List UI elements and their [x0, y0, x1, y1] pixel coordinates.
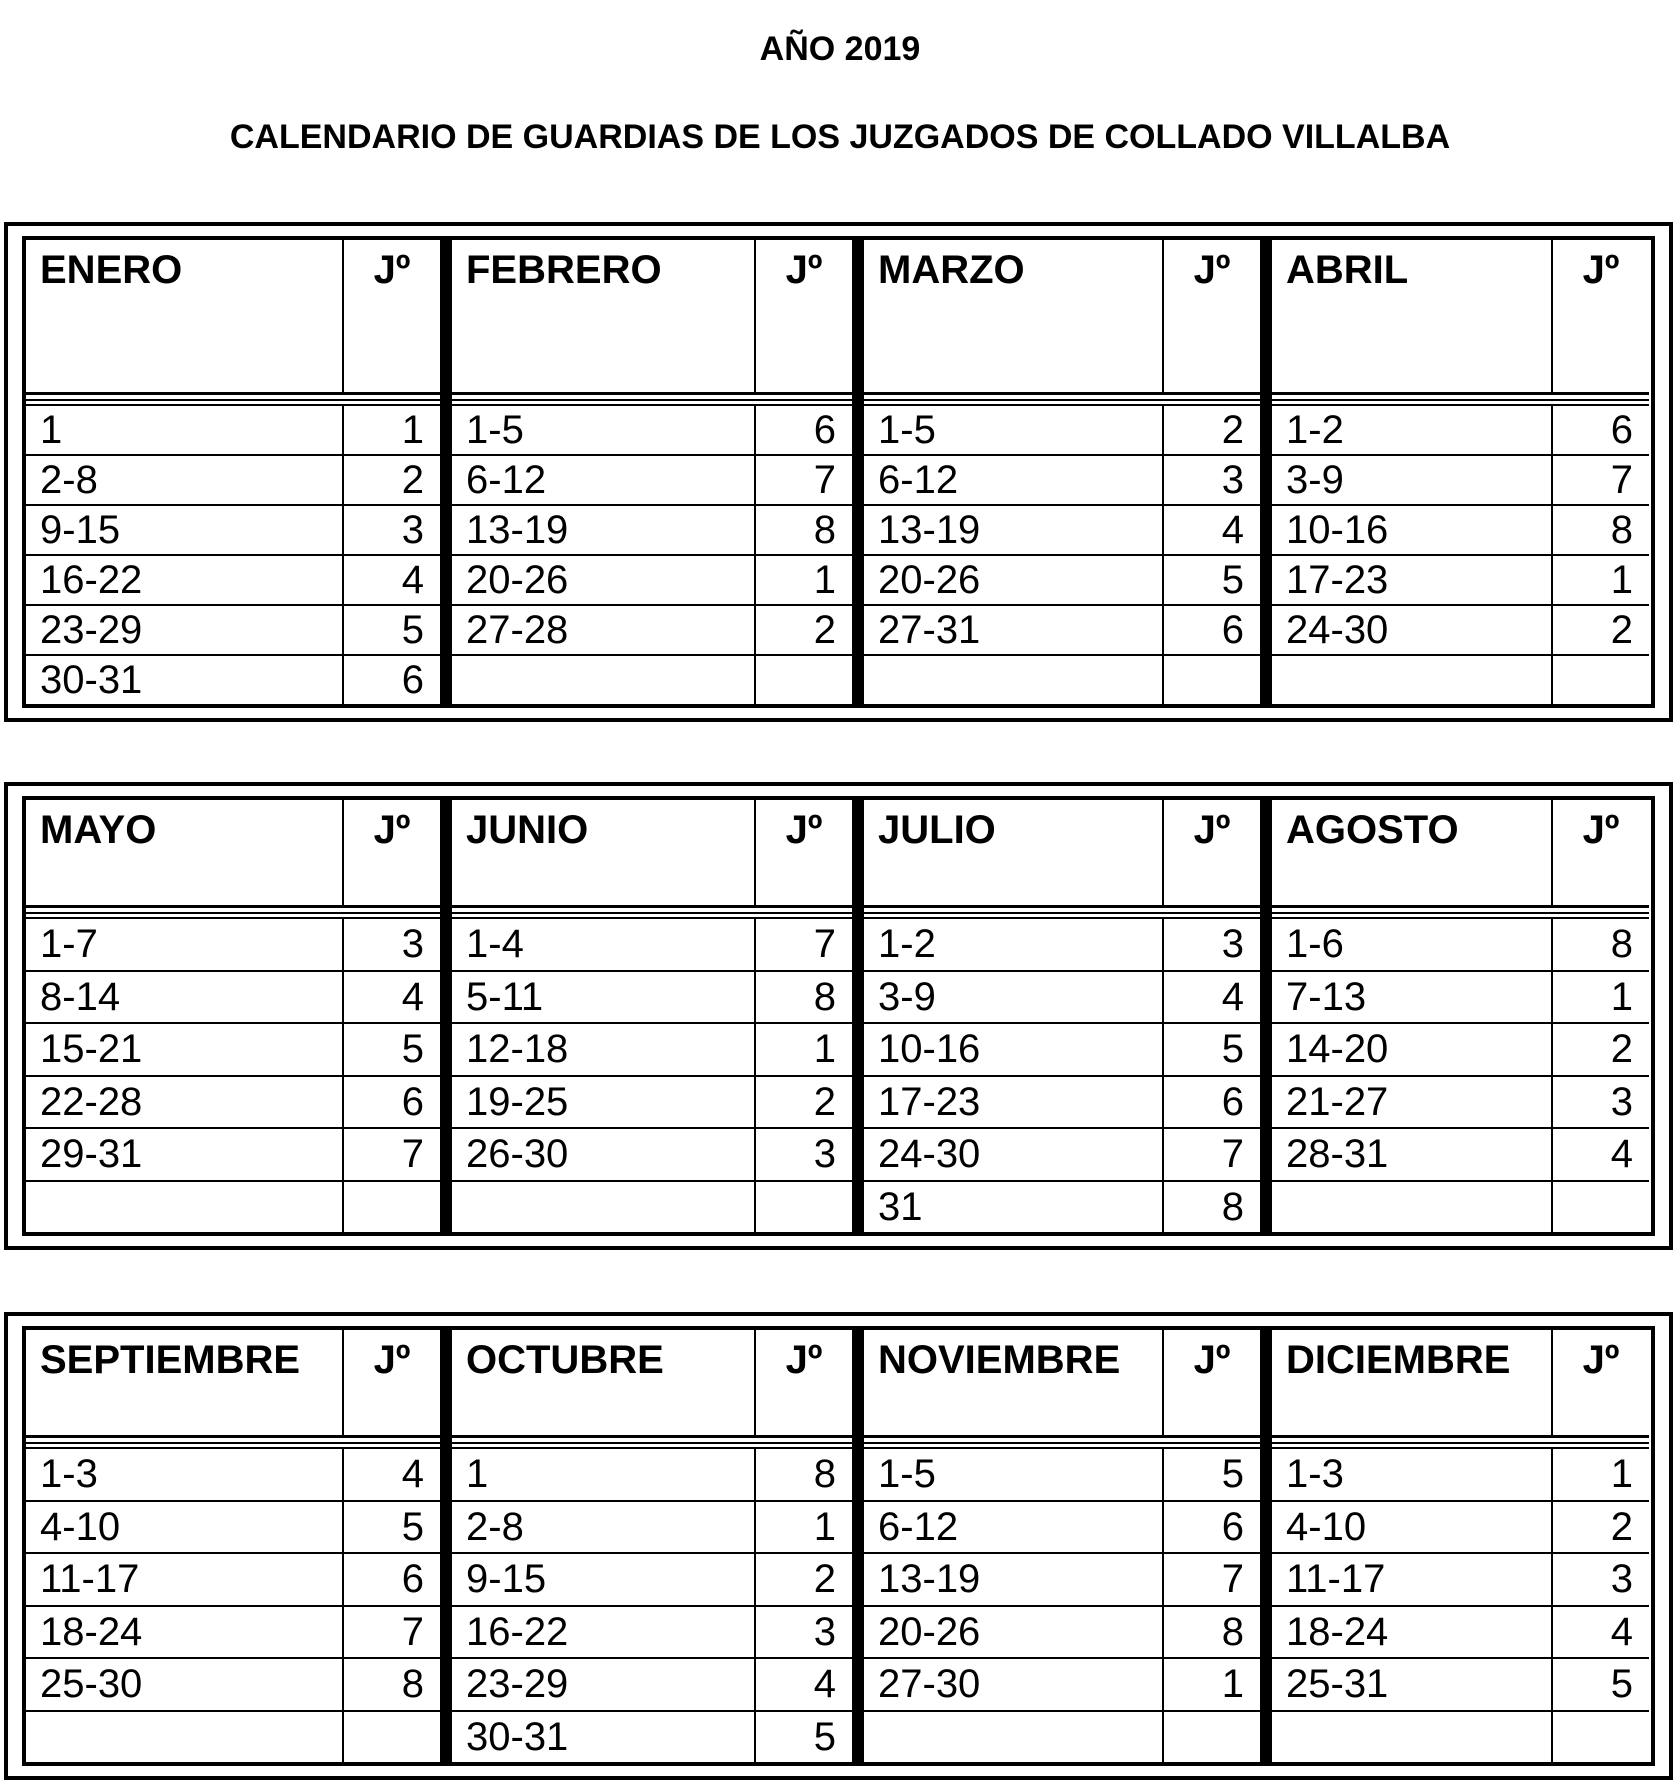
table-row: [452, 1552, 852, 1605]
date-range-cell: 1-6: [1272, 919, 1553, 970]
date-range-cell: 1: [26, 406, 344, 454]
juzgado-number-cell: [344, 1182, 440, 1233]
quarter-table: [4, 1312, 1673, 1780]
juzgado-number-cell: [1553, 1712, 1649, 1763]
date-range-cell: [26, 1182, 344, 1233]
month-name: NOVIEMBRE: [864, 1330, 1164, 1435]
date-range-cell: [864, 1712, 1164, 1763]
date-range-cell: 23-29: [26, 606, 344, 654]
juzgado-number-cell: 5: [401, 1027, 424, 1072]
month-name: JULIO: [864, 800, 1164, 905]
date-range-cell: 14-20: [1272, 1024, 1553, 1075]
month-column: [852, 1330, 1260, 1762]
table-row: [1272, 654, 1649, 704]
table-row: [26, 604, 440, 654]
date-range-cell: 1-3: [26, 1449, 344, 1500]
table-row: [1272, 970, 1649, 1023]
table-row: [864, 454, 1260, 504]
date-range-cell: 3-9: [864, 972, 1164, 1023]
month-header: [1272, 240, 1649, 395]
date-range-cell: 5-11: [452, 972, 756, 1023]
juzgado-number-cell: 1: [1610, 974, 1633, 1019]
table-row: [1272, 1552, 1649, 1605]
juzgado-number-cell: 6: [1221, 608, 1244, 652]
juzgado-number-cell: [344, 1712, 440, 1763]
month-rows: [452, 1447, 852, 1762]
table-row: [864, 554, 1260, 604]
date-range-cell: 20-26: [864, 1607, 1164, 1658]
date-range-cell: 19-25: [452, 1077, 756, 1128]
date-range-cell: 27-31: [864, 606, 1164, 654]
juzgado-number-cell: 6: [813, 408, 836, 452]
juzgado-number-cell: 2: [1610, 1504, 1633, 1549]
table-row: [1272, 1500, 1649, 1553]
month-name: OCTUBRE: [452, 1330, 756, 1435]
date-range-cell: 20-26: [864, 556, 1164, 604]
juzgado-number-cell: [1553, 1182, 1649, 1233]
date-range-cell: 11-17: [1272, 1554, 1553, 1605]
date-range-cell: 1-5: [452, 406, 756, 454]
quarter-table-inner: [22, 1326, 1655, 1766]
date-range-cell: 1-4: [452, 919, 756, 970]
quarter-table-inner: [22, 796, 1655, 1236]
juzgado-number-cell: 8: [1610, 508, 1633, 552]
juzgado-number-cell: 3: [1610, 1557, 1633, 1602]
table-row: [452, 1605, 852, 1658]
date-range-cell: 1: [452, 1449, 756, 1500]
juzgado-number-cell: 7: [401, 1132, 424, 1177]
month-column: [852, 800, 1260, 1232]
juzgado-number-cell: 3: [401, 922, 424, 967]
juzgado-number-cell: 1: [401, 408, 424, 452]
juzgado-column-header: Jº: [1582, 248, 1620, 292]
month-header: [452, 1330, 852, 1438]
table-row: [452, 604, 852, 654]
date-range-cell: 11-17: [26, 1554, 344, 1605]
juzgado-column-header: Jº: [373, 248, 411, 292]
table-row: [26, 970, 440, 1023]
date-range-cell: 22-28: [26, 1077, 344, 1128]
juzgado-number-cell: 4: [813, 1662, 836, 1707]
juzgado-number-cell: 1: [1221, 1662, 1244, 1707]
table-row: [26, 1075, 440, 1128]
table-row: [452, 554, 852, 604]
date-range-cell: 18-24: [26, 1607, 344, 1658]
date-range-cell: 8-14: [26, 972, 344, 1023]
table-row: [452, 1022, 852, 1075]
table-row: [1272, 919, 1649, 970]
date-range-cell: 3-9: [1272, 456, 1553, 504]
juzgado-number-cell: 8: [401, 1662, 424, 1707]
month-rows: [26, 917, 440, 1232]
table-row: [452, 1075, 852, 1128]
table-row: [452, 970, 852, 1023]
month-column: [26, 240, 440, 704]
month-name: AGOSTO: [1272, 800, 1553, 905]
date-range-cell: 4-10: [26, 1502, 344, 1553]
quarter-table: [4, 222, 1673, 722]
juzgado-number-cell: 3: [813, 1609, 836, 1654]
date-range-cell: 9-15: [452, 1554, 756, 1605]
table-row: [452, 1500, 852, 1553]
table-row: [864, 1605, 1260, 1658]
month-header: [864, 800, 1260, 908]
date-range-cell: 20-26: [452, 556, 756, 604]
juzgado-column-header: Jº: [373, 1338, 411, 1382]
juzgado-number-cell: [756, 1182, 852, 1233]
juzgado-column-header: Jº: [785, 248, 823, 292]
juzgado-number-cell: 3: [1610, 1079, 1633, 1124]
table-row: [864, 970, 1260, 1023]
month-name: ABRIL: [1272, 240, 1553, 392]
juzgado-column-header: Jº: [1582, 808, 1620, 852]
month-column: [1260, 1330, 1649, 1762]
date-range-cell: 10-16: [1272, 506, 1553, 554]
juzgado-number-cell: 5: [401, 608, 424, 652]
juzgado-number-cell: 4: [1610, 1609, 1633, 1654]
table-row: [26, 654, 440, 704]
month-header: [26, 240, 440, 395]
juzgado-column-header: Jº: [785, 808, 823, 852]
date-range-cell: 18-24: [1272, 1607, 1553, 1658]
table-row: [864, 1022, 1260, 1075]
date-range-cell: 6-12: [452, 456, 756, 504]
date-range-cell: 1-2: [1272, 406, 1553, 454]
date-range-cell: 13-19: [864, 506, 1164, 554]
juzgado-number-cell: [1164, 656, 1260, 704]
table-row: [452, 1657, 852, 1710]
juzgado-number-cell: [1553, 656, 1649, 704]
month-rows: [26, 404, 440, 704]
table-row: [864, 1127, 1260, 1180]
juzgado-number-cell: 8: [1610, 922, 1633, 967]
table-row: [864, 1180, 1260, 1233]
month-column: [440, 1330, 852, 1762]
date-range-cell: 25-30: [26, 1659, 344, 1710]
year-title: AÑO 2019: [759, 30, 921, 68]
table-row: [452, 504, 852, 554]
table-row: [452, 919, 852, 970]
month-column: [26, 800, 440, 1232]
table-row: [864, 919, 1260, 970]
date-range-cell: [452, 1182, 756, 1233]
juzgado-number-cell: 1: [813, 1027, 836, 1072]
juzgado-number-cell: 2: [813, 1557, 836, 1602]
table-row: [26, 1710, 440, 1763]
date-range-cell: 13-19: [452, 506, 756, 554]
month-name: FEBRERO: [452, 240, 756, 392]
date-range-cell: 9-15: [26, 506, 344, 554]
table-row: [1272, 1022, 1649, 1075]
date-range-cell: 23-29: [452, 1659, 756, 1710]
quarter-table: [4, 782, 1673, 1250]
table-row: [1272, 454, 1649, 504]
month-header: [452, 800, 852, 908]
table-row: [864, 1657, 1260, 1710]
month-header: [864, 240, 1260, 395]
juzgado-number-cell: 2: [813, 1079, 836, 1124]
date-range-cell: 26-30: [452, 1129, 756, 1180]
juzgado-number-cell: 1: [1610, 558, 1633, 602]
table-row: [26, 1180, 440, 1233]
table-row: [26, 1127, 440, 1180]
juzgado-number-cell: 4: [401, 1452, 424, 1497]
month-header: [1272, 800, 1649, 908]
date-range-cell: [1272, 656, 1553, 704]
juzgado-number-cell: 3: [401, 508, 424, 552]
juzgado-number-cell: [756, 656, 852, 704]
table-row: [26, 554, 440, 604]
table-row: [1272, 406, 1649, 454]
juzgado-number-cell: 5: [1610, 1662, 1633, 1707]
table-row: [864, 406, 1260, 454]
table-row: [864, 1710, 1260, 1763]
table-row: [864, 504, 1260, 554]
juzgado-number-cell: 7: [813, 458, 836, 502]
juzgado-number-cell: 7: [813, 922, 836, 967]
date-range-cell: 30-31: [452, 1712, 756, 1763]
table-row: [864, 1075, 1260, 1128]
month-header: [26, 1330, 440, 1438]
month-header: [26, 800, 440, 908]
date-range-cell: [452, 656, 756, 704]
page-title: CALENDARIO DE GUARDIAS DE LOS JUZGADOS DE COLLADO VILLALBA: [229, 118, 1451, 156]
juzgado-number-cell: 2: [1610, 1027, 1633, 1072]
juzgado-number-cell: 2: [1221, 408, 1244, 452]
juzgado-number-cell: 4: [401, 558, 424, 602]
month-column: [1260, 800, 1649, 1232]
month-rows: [1272, 1447, 1649, 1762]
juzgado-number-cell: 2: [1610, 608, 1633, 652]
juzgado-column-header: Jº: [373, 808, 411, 852]
date-range-cell: 6-12: [864, 456, 1164, 504]
table-row: [26, 1605, 440, 1658]
date-range-cell: 31: [864, 1182, 1164, 1233]
juzgado-number-cell: 5: [813, 1714, 836, 1759]
juzgado-number-cell: 8: [813, 1452, 836, 1497]
juzgado-number-cell: [1164, 1712, 1260, 1763]
juzgado-number-cell: 6: [401, 1079, 424, 1124]
table-row: [26, 1552, 440, 1605]
table-row: [452, 1180, 852, 1233]
date-range-cell: 2-8: [26, 456, 344, 504]
table-row: [452, 406, 852, 454]
month-name: MAYO: [26, 800, 344, 905]
date-range-cell: 29-31: [26, 1129, 344, 1180]
month-rows: [864, 404, 1260, 704]
date-range-cell: [864, 656, 1164, 704]
juzgado-number-cell: 7: [1221, 1557, 1244, 1602]
date-range-cell: [26, 1712, 344, 1763]
juzgado-number-cell: 6: [401, 658, 424, 702]
table-row: [26, 919, 440, 970]
table-row: [452, 1710, 852, 1763]
date-range-cell: 27-28: [452, 606, 756, 654]
table-row: [1272, 1657, 1649, 1710]
date-range-cell: 1-3: [1272, 1449, 1553, 1500]
juzgado-number-cell: 3: [1221, 458, 1244, 502]
date-range-cell: 30-31: [26, 656, 344, 704]
month-rows: [1272, 404, 1649, 704]
month-name: MARZO: [864, 240, 1164, 392]
juzgado-column-header: Jº: [1193, 808, 1231, 852]
date-range-cell: [1272, 1182, 1553, 1233]
month-name: JUNIO: [452, 800, 756, 905]
table-row: [864, 604, 1260, 654]
table-row: [452, 1449, 852, 1500]
table-row: [26, 406, 440, 454]
month-column: [440, 800, 852, 1232]
juzgado-column-header: Jº: [785, 1338, 823, 1382]
juzgado-number-cell: 7: [1221, 1132, 1244, 1177]
table-row: [1272, 604, 1649, 654]
date-range-cell: 28-31: [1272, 1129, 1553, 1180]
table-row: [452, 454, 852, 504]
date-range-cell: 25-31: [1272, 1659, 1553, 1710]
juzgado-number-cell: 4: [1610, 1132, 1633, 1177]
month-rows: [1272, 917, 1649, 1232]
date-range-cell: 16-22: [26, 556, 344, 604]
table-row: [26, 1022, 440, 1075]
juzgado-number-cell: 8: [813, 508, 836, 552]
date-range-cell: 1-2: [864, 919, 1164, 970]
juzgado-column-header: Jº: [1193, 1338, 1231, 1382]
juzgado-column-header: Jº: [1582, 1338, 1620, 1382]
table-row: [1272, 1180, 1649, 1233]
juzgado-number-cell: 2: [401, 458, 424, 502]
month-header: [864, 1330, 1260, 1438]
table-row: [1272, 1075, 1649, 1128]
juzgado-number-cell: 6: [1610, 408, 1633, 452]
date-range-cell: 24-30: [864, 1129, 1164, 1180]
month-name: SEPTIEMBRE: [26, 1330, 344, 1435]
juzgado-number-cell: 8: [1221, 1184, 1244, 1229]
juzgado-number-cell: 5: [401, 1504, 424, 1549]
table-row: [1272, 1449, 1649, 1500]
month-rows: [26, 1447, 440, 1762]
table-row: [1272, 1127, 1649, 1180]
table-row: [1272, 554, 1649, 604]
month-header: [452, 240, 852, 395]
month-rows: [864, 917, 1260, 1232]
date-range-cell: 2-8: [452, 1502, 756, 1553]
juzgado-number-cell: 4: [1221, 974, 1244, 1019]
table-row: [864, 1552, 1260, 1605]
table-row: [26, 504, 440, 554]
date-range-cell: 17-23: [864, 1077, 1164, 1128]
juzgado-number-cell: 8: [1221, 1609, 1244, 1654]
table-row: [26, 1657, 440, 1710]
juzgado-number-cell: 4: [401, 974, 424, 1019]
juzgado-number-cell: 5: [1221, 558, 1244, 602]
juzgado-number-cell: 2: [813, 608, 836, 652]
table-row: [864, 654, 1260, 704]
juzgado-number-cell: 5: [1221, 1027, 1244, 1072]
juzgado-number-cell: 7: [1610, 458, 1633, 502]
month-column: [26, 1330, 440, 1762]
table-row: [26, 1500, 440, 1553]
month-name: ENERO: [26, 240, 344, 392]
juzgado-number-cell: 5: [1221, 1452, 1244, 1497]
month-header: [1272, 1330, 1649, 1438]
juzgado-number-cell: 1: [813, 1504, 836, 1549]
month-rows: [864, 1447, 1260, 1762]
month-column: [440, 240, 852, 704]
date-range-cell: 10-16: [864, 1024, 1164, 1075]
date-range-cell: 27-30: [864, 1659, 1164, 1710]
quarter-table-inner: [22, 236, 1655, 708]
juzgado-number-cell: 6: [1221, 1079, 1244, 1124]
month-name: DICIEMBRE: [1272, 1330, 1553, 1435]
date-range-cell: 15-21: [26, 1024, 344, 1075]
juzgado-number-cell: 6: [401, 1557, 424, 1602]
juzgado-number-cell: 8: [813, 974, 836, 1019]
juzgado-number-cell: 1: [813, 558, 836, 602]
date-range-cell: 12-18: [452, 1024, 756, 1075]
juzgado-number-cell: 1: [1610, 1452, 1633, 1497]
table-row: [452, 654, 852, 704]
table-row: [1272, 1710, 1649, 1763]
table-row: [26, 1449, 440, 1500]
month-rows: [452, 404, 852, 704]
date-range-cell: 1-5: [864, 1449, 1164, 1500]
table-row: [26, 454, 440, 504]
table-row: [1272, 504, 1649, 554]
date-range-cell: 21-27: [1272, 1077, 1553, 1128]
date-range-cell: 1-7: [26, 919, 344, 970]
date-range-cell: 17-23: [1272, 556, 1553, 604]
juzgado-number-cell: 6: [1221, 1504, 1244, 1549]
month-column: [852, 240, 1260, 704]
table-row: [864, 1449, 1260, 1500]
juzgado-number-cell: 3: [813, 1132, 836, 1177]
month-rows: [452, 917, 852, 1232]
date-range-cell: 13-19: [864, 1554, 1164, 1605]
date-range-cell: [1272, 1712, 1553, 1763]
date-range-cell: 4-10: [1272, 1502, 1553, 1553]
date-range-cell: 1-5: [864, 406, 1164, 454]
date-range-cell: 6-12: [864, 1502, 1164, 1553]
date-range-cell: 7-13: [1272, 972, 1553, 1023]
juzgado-column-header: Jº: [1193, 248, 1231, 292]
table-row: [452, 1127, 852, 1180]
table-row: [1272, 1605, 1649, 1658]
juzgado-number-cell: 4: [1221, 508, 1244, 552]
juzgado-number-cell: 3: [1221, 922, 1244, 967]
date-range-cell: 24-30: [1272, 606, 1553, 654]
date-range-cell: 16-22: [452, 1607, 756, 1658]
table-row: [864, 1500, 1260, 1553]
juzgado-number-cell: 7: [401, 1609, 424, 1654]
month-column: [1260, 240, 1649, 704]
